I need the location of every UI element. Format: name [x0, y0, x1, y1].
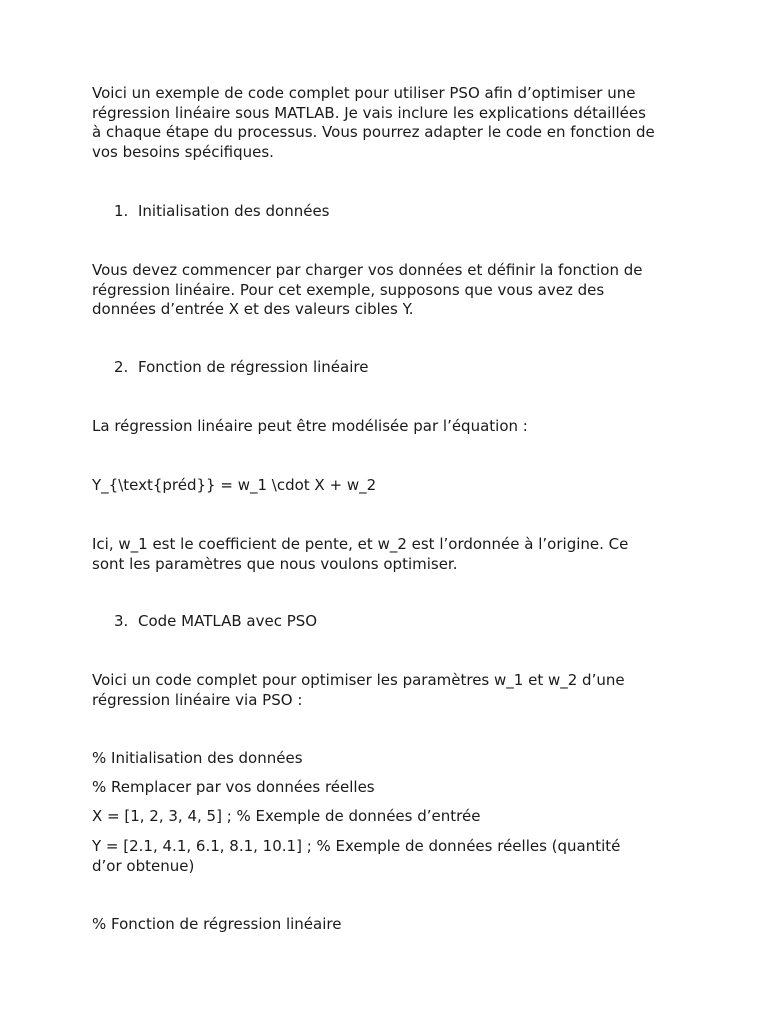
section-title-1: Initialisation des données: [138, 202, 330, 220]
section-heading-2: [114, 358, 368, 378]
section-2-paragraph: La régression linéaire peut être modélisée par l’équation :: [92, 417, 528, 435]
intro-paragraph: Voici un exemple de code complet pour utiliser PSO afin d’optimiser une régression linéaire sous MATLAB. Je vais inclure les explications détaillées à chaque étape du processus. Vous pourrez adapter le code en fonction de vos besoins spécifiques.: [92, 84, 655, 161]
equation-explanation: Ici, w_1 est le coefficient de pente, et w_2 est l’ordonnée à l’origine. Ce sont les paramètres que nous voulons optimiser.: [92, 535, 629, 573]
code-line-5: % Fonction de régression linéaire: [92, 915, 342, 933]
code-line-1: % Initialisation des données: [92, 749, 303, 767]
code-line-2: % Remplacer par vos données réelles: [92, 778, 375, 796]
code-line-4: Y = [2.1, 4.1, 6.1, 8.1, 10.1] ; % Exemple de données réelles (quantité d’or obtenue): [92, 837, 621, 875]
section-number-2: 2.: [114, 358, 129, 376]
section-title-3: Code MATLAB avec PSO: [138, 612, 318, 630]
code-line-3: X = [1, 2, 3, 4, 5] ; % Exemple de données d’entrée: [92, 807, 481, 825]
section-heading-1: [114, 202, 330, 222]
section-3-paragraph: Voici un code complet pour optimiser les paramètres w_1 et w_2 d’une régression linéaire via PSO :: [92, 671, 625, 709]
equation-text: Y_{\text{préd}} = w_1 \cdot X + w_2: [92, 476, 377, 494]
section-1-paragraph: Vous devez commencer par charger vos données et définir la fonction de régression linéaire. Pour cet exemple, supposons que vous avez des données d’entrée X et des valeurs cibles Y.: [92, 261, 643, 318]
section-number-3: 3.: [114, 612, 129, 630]
section-heading-3: [114, 612, 317, 632]
section-number-1: 1.: [114, 202, 129, 220]
section-title-2: Fonction de régression linéaire: [138, 358, 369, 376]
